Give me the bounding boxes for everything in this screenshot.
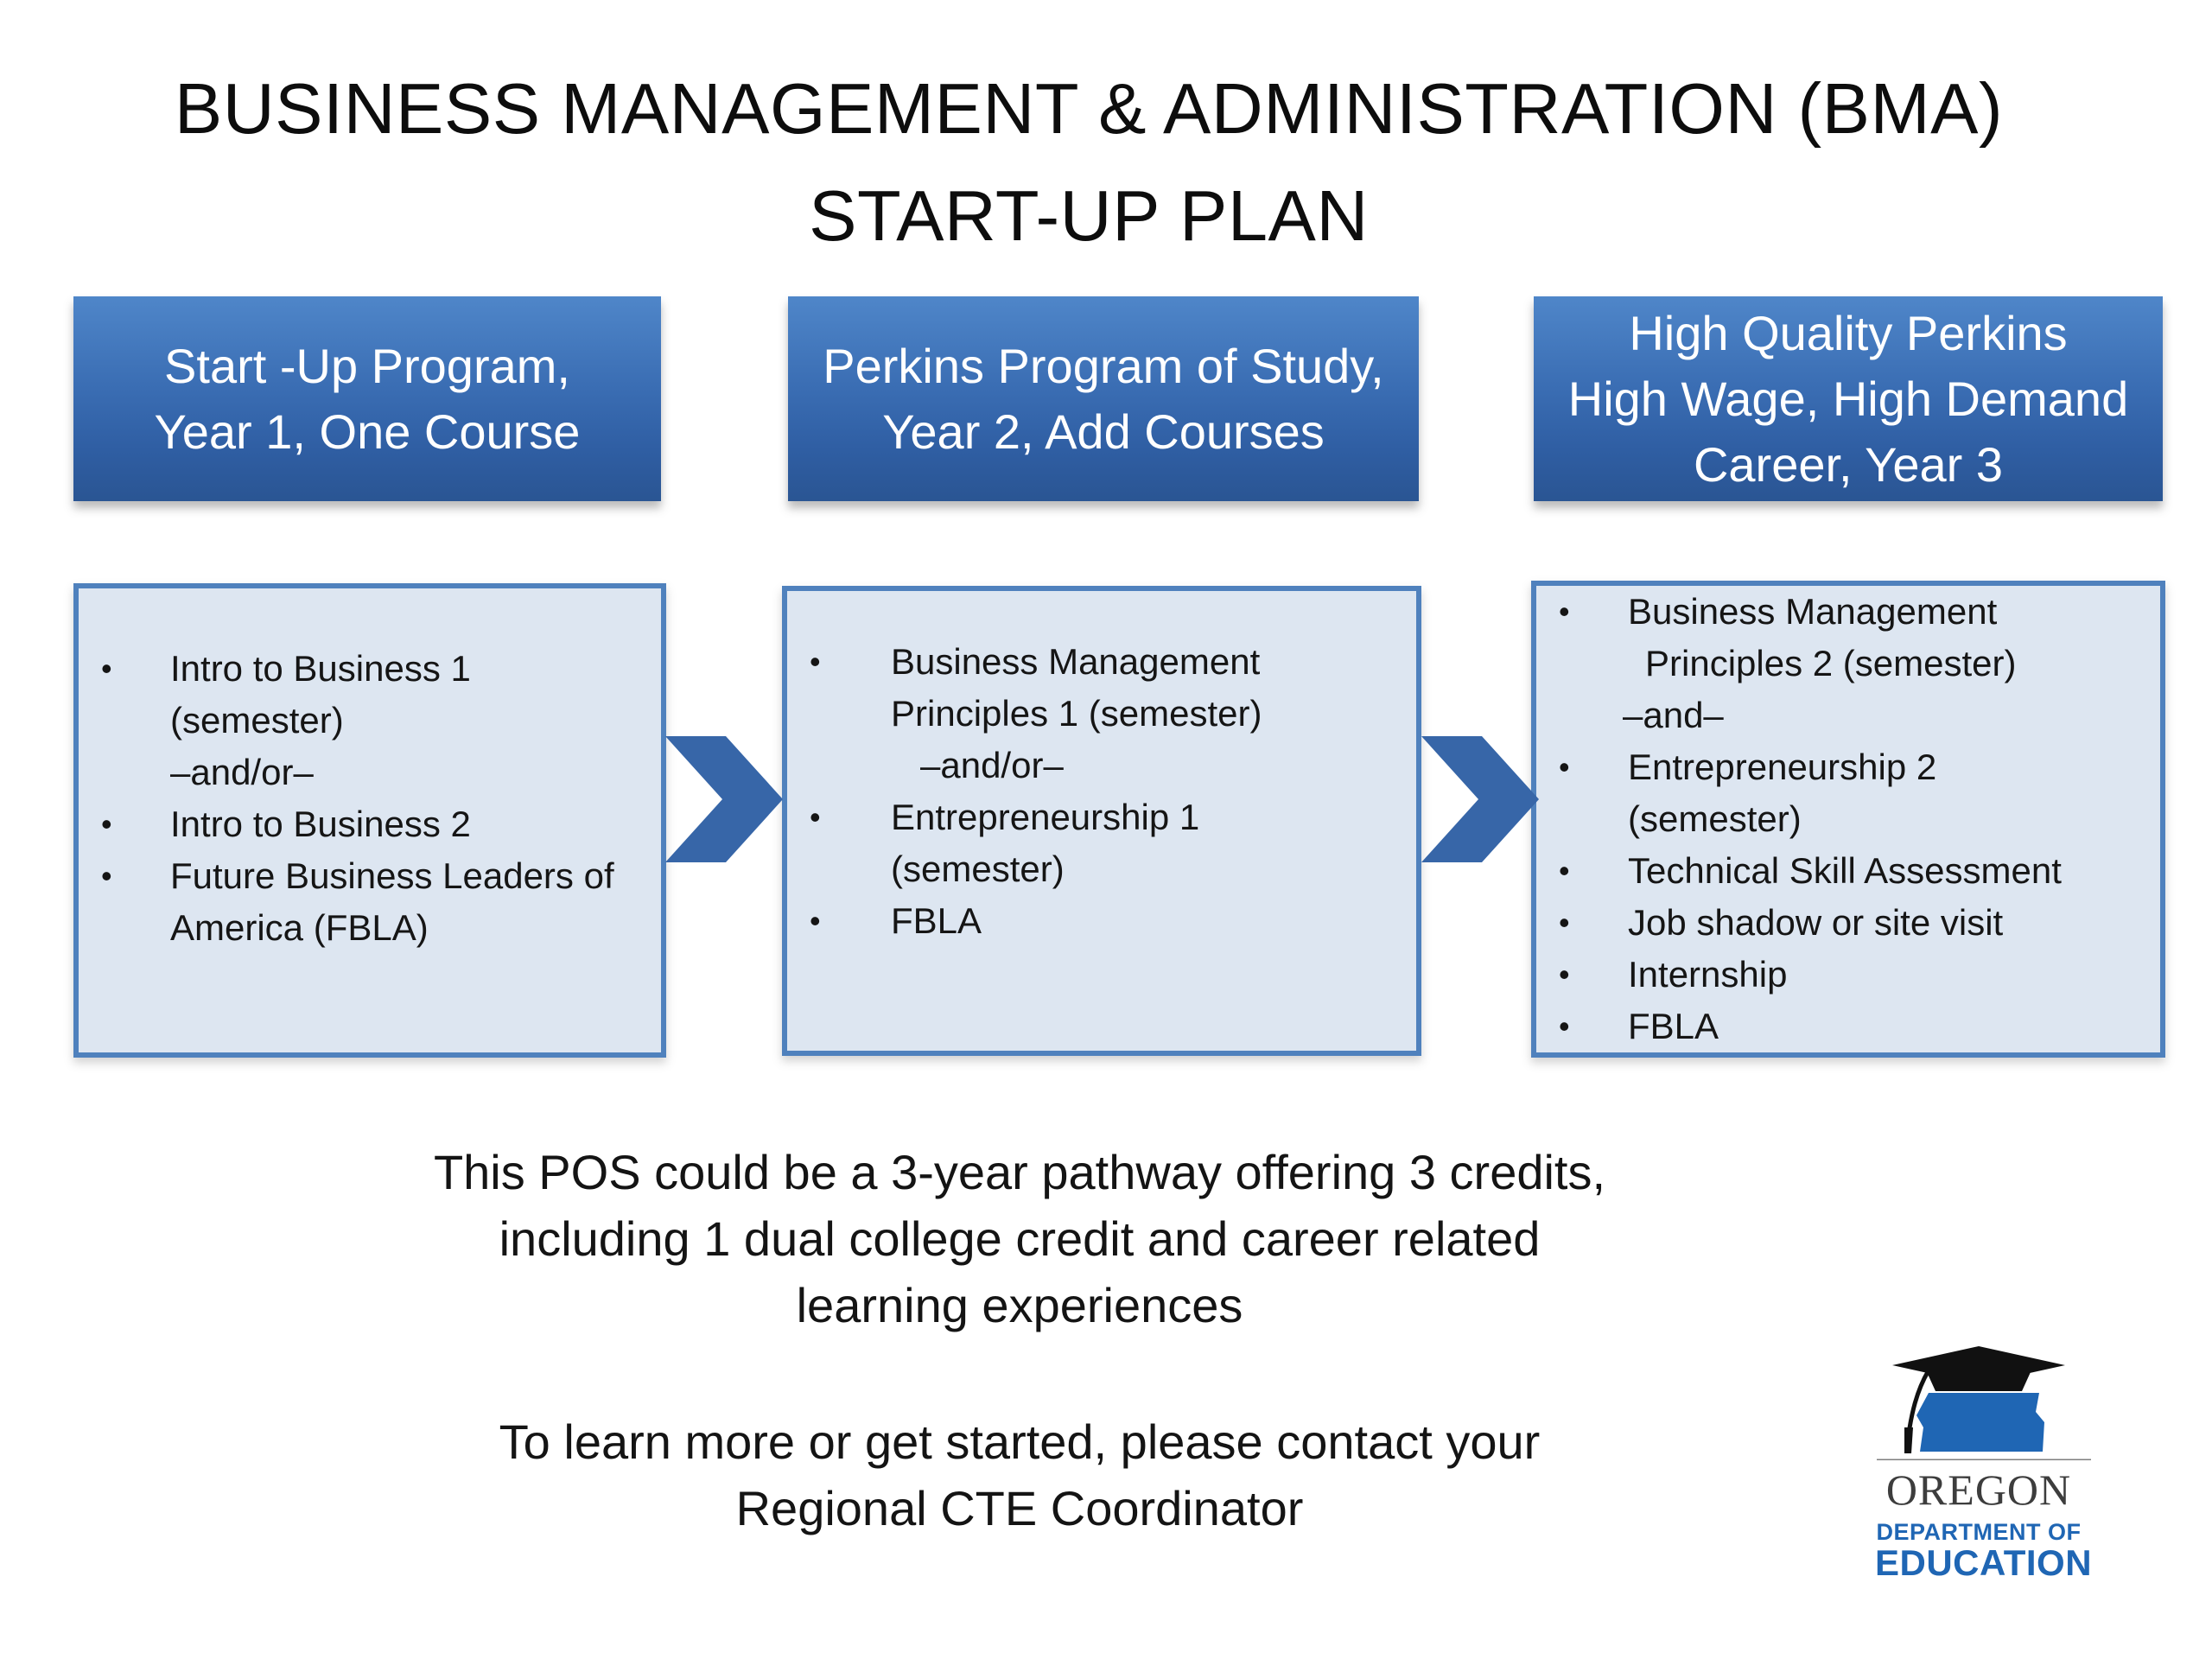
list-item (804, 791, 1399, 895)
stage-2-header (788, 296, 1419, 501)
stage-1-list (96, 643, 644, 954)
footer-line: learning experiences (796, 1278, 1243, 1332)
list-item-line: • Job shadow or site visit (1628, 902, 2004, 943)
stage-2-header-line: Year 2, Add Courses (882, 404, 1325, 459)
list-item (804, 895, 1399, 947)
list-item-line: • Future Business Leaders of (170, 855, 614, 896)
list-item (1554, 1001, 2143, 1052)
list-item (804, 636, 1399, 740)
list-item-line: (semester) (170, 700, 344, 741)
logo-text-department: DEPARTMENT OF (1876, 1519, 2082, 1545)
connector-text: –and/or– (920, 745, 1064, 785)
stage-3-header-line: Career, Year 3 (1693, 436, 2004, 492)
list-connector (804, 740, 1399, 791)
logo-text-oregon: OREGON (1885, 1465, 2072, 1514)
connector-text: –and– (1623, 695, 1724, 735)
list-item (96, 850, 644, 954)
stage-3-header (1534, 296, 2163, 501)
footer-line: To learn more or get started, please contact your (499, 1414, 1541, 1469)
footer-line: This POS could be a 3-year pathway offering 3 credits, (433, 1145, 1606, 1199)
list-item-line: • FBLA (891, 900, 982, 941)
list-item (96, 798, 644, 850)
footer-note (0, 1139, 2039, 1338)
list-connector (1554, 690, 2143, 741)
list-item-line: • Internship (1628, 954, 1788, 995)
list-item (1554, 741, 2143, 845)
connector-text: –and/or– (170, 752, 314, 792)
oregon-education-logo (1866, 1331, 2108, 1590)
list-item-line: • Intro to Business 1 (170, 648, 471, 689)
list-item-line: (semester) (1628, 798, 1802, 839)
list-item-line: • FBLA (1628, 1006, 1719, 1046)
title-line-2: START-UP PLAN (809, 175, 1369, 256)
list-item-line: Principles 1 (semester) (891, 693, 1262, 734)
footer-line: including 1 dual college credit and career related (499, 1211, 1541, 1266)
stage-3-header-line: High Wage, High Demand (1567, 371, 2129, 426)
stage-3-list (1554, 586, 2143, 1052)
list-item (1554, 845, 2143, 897)
stage-1-content-box (73, 583, 666, 1058)
graduation-cap-oregon-icon (1866, 1331, 2108, 1460)
list-item-line: • Business Management (1628, 591, 1998, 632)
list-item-line: (semester) (891, 849, 1065, 889)
stage-3-content-box (1531, 581, 2165, 1058)
stage-1-header-line: Year 1, One Course (154, 404, 581, 459)
list-item-line: • Intro to Business 2 (170, 804, 471, 844)
list-item (1554, 949, 2143, 1001)
chevron-right-icon (665, 734, 786, 864)
list-item (96, 643, 644, 747)
list-item-line: Principles 2 (semester) (1645, 643, 2017, 683)
stage-1-header (73, 296, 661, 501)
stage-2-list (804, 636, 1399, 947)
list-item-line: • Entrepreneurship 2 (1628, 747, 1937, 787)
list-item-line: • Entrepreneurship 1 (891, 797, 1200, 837)
title-line-1: BUSINESS MANAGEMENT & ADMINISTRATION (BMA) (174, 68, 2004, 149)
list-item-line: • Technical Skill Assessment (1628, 850, 2062, 891)
stage-2-header-line: Perkins Program of Study, (823, 338, 1384, 393)
footer-contact (0, 1408, 2039, 1541)
page-title (0, 55, 2177, 270)
list-item-line: America (FBLA) (170, 907, 429, 948)
list-item (1554, 586, 2143, 690)
stage-2-content-box (782, 586, 1421, 1056)
stage-3-header-line: High Quality Perkins (1629, 305, 2068, 360)
list-connector (96, 747, 644, 798)
list-item (1554, 897, 2143, 949)
chevron-right-icon (1421, 734, 1542, 864)
stage-1-header-line: Start -Up Program, (164, 338, 570, 393)
logo-text-education: EDUCATION (1875, 1542, 2093, 1583)
footer-line: Regional CTE Coordinator (735, 1481, 1304, 1535)
list-item-line: • Business Management (891, 641, 1261, 682)
